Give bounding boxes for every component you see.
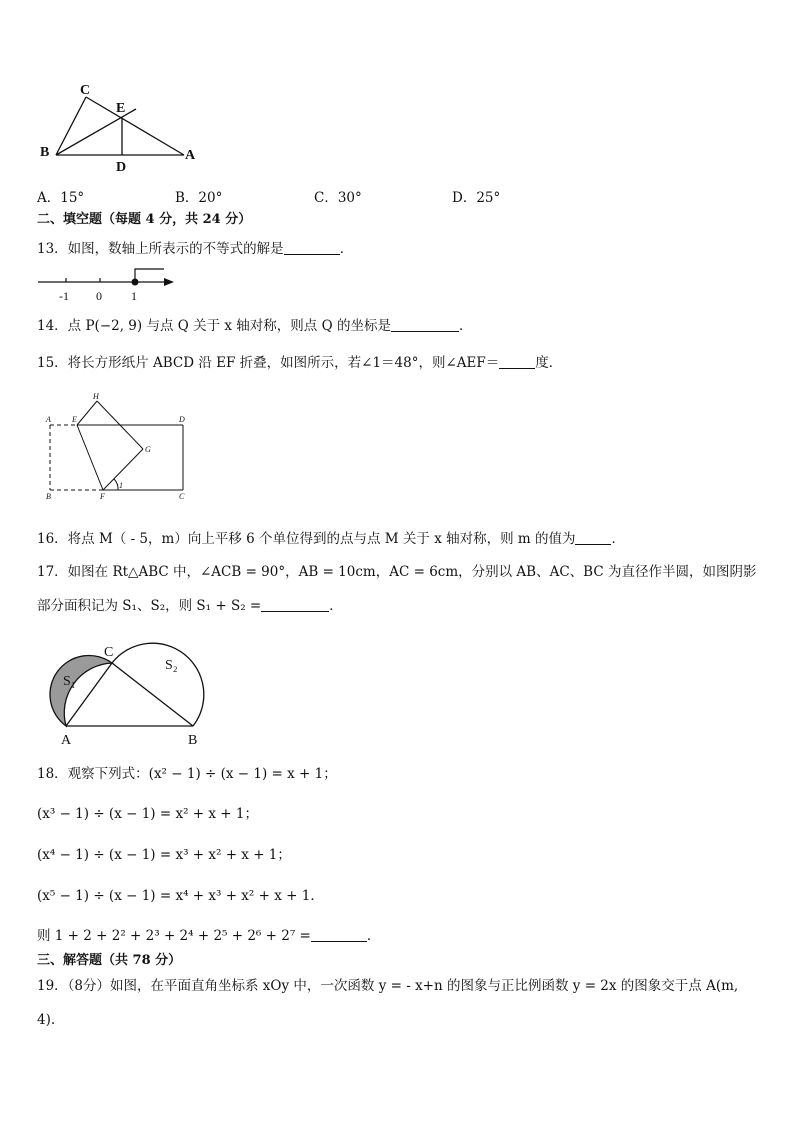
tick-1: 1 xyxy=(131,289,137,303)
triangle-figure-q12 xyxy=(36,80,206,175)
option-d[interactable]: D．25° xyxy=(452,190,501,206)
q14-text: 14．点 P(−2, 9) 与点 Q 关于 x 轴对称，则点 Q 的坐标是 xyxy=(37,318,391,334)
answer-blank-14[interactable] xyxy=(391,317,459,332)
question-18-intro: 18．观察下列式：(x² − 1) ÷ (x − 1) = x + 1； xyxy=(37,766,337,782)
label-b: B xyxy=(188,733,198,748)
option-c[interactable]: C．30° xyxy=(314,190,362,206)
q16-text: 16．将点 M（ - 5，m）向上平移 6 个单位得到的点与点 M 关于 x 轴对称，则 m 的值为 xyxy=(37,531,576,547)
q13-end: ． xyxy=(339,241,354,257)
label-a: A xyxy=(46,415,51,424)
label-h: H xyxy=(93,392,99,401)
folded-rectangle-figure-q15 xyxy=(40,388,200,503)
answer-blank-16[interactable] xyxy=(575,530,611,545)
section-heading-2: 二、填空题（每题 4 分，共 24 分） xyxy=(37,212,252,227)
label-c: C xyxy=(80,83,91,98)
question-19-line2: 4). xyxy=(37,1012,56,1028)
question-18-ask xyxy=(37,927,380,945)
label-angle-1: 1 xyxy=(119,481,123,490)
question-19-line1: 19．（8分）如图，在平面直角坐标系 xOy 中，一次函数 y = - x+n 的图象与正比例函数 y = 2x 的图象交于点 A(m, xyxy=(37,978,739,994)
q18-text: 则 1 + 2 + 2² + 2³ + 2⁴ + 2⁵ + 2⁶ + 2⁷ = xyxy=(37,928,311,944)
question-17-line2 xyxy=(37,597,343,615)
number-line-q13 xyxy=(36,263,186,305)
tick-0: 0 xyxy=(96,289,102,303)
q16-end: ． xyxy=(611,531,625,547)
question-16 xyxy=(37,530,625,548)
q17-text: 部分面积记为 S₁、S₂，则 S₁ + S₂ = xyxy=(37,598,262,614)
label-f: F xyxy=(100,492,105,501)
section-heading-3: 三、解答题（共 78 分） xyxy=(37,953,182,968)
answer-blank-18[interactable] xyxy=(311,927,367,942)
label-e: E xyxy=(116,101,126,116)
q15-text: 15．将长方形纸片 ABCD 沿 EF 折叠，如图所示，若∠1＝48°，则∠AEF＝ xyxy=(37,355,500,371)
label-b: B xyxy=(40,145,50,160)
question-14 xyxy=(37,317,472,335)
question-17-line1: 17．如图在 Rt△ABC 中，∠ACB = 90°，AB = 10cm，AC = 6cm，分别以 AB、AC、BC 为直径作半圆，如图阴影 xyxy=(37,564,757,580)
label-d: D xyxy=(116,160,127,175)
option-b[interactable]: B．20° xyxy=(175,190,223,206)
q17-end: ． xyxy=(329,598,343,614)
answer-blank-13[interactable] xyxy=(284,240,340,255)
answer-blank-17[interactable] xyxy=(261,597,329,612)
label-b: B xyxy=(46,492,51,501)
label-s2: S₂ xyxy=(165,658,178,673)
q13-text: 13．如图，数轴上所表示的不等式的解是 xyxy=(37,241,284,257)
question-13 xyxy=(37,240,353,258)
label-s1: S₁ xyxy=(63,674,76,689)
label-a: A xyxy=(185,148,196,163)
answer-blank-15[interactable] xyxy=(499,354,535,369)
label-c: C xyxy=(104,645,114,660)
option-a[interactable]: A．15° xyxy=(37,190,85,206)
question-18-eq2: (x³ − 1) ÷ (x − 1) = x² + x + 1； xyxy=(37,806,258,822)
label-g: G xyxy=(145,445,151,454)
label-d: D xyxy=(179,415,185,424)
q15-end: 度． xyxy=(535,355,563,371)
q14-end: ． xyxy=(458,318,473,334)
semicircles-figure-q17 xyxy=(45,638,215,750)
question-18-eq4: (x⁵ − 1) ÷ (x − 1) = x⁴ + x³ + x² + x + 1． xyxy=(37,888,324,904)
label-a: A xyxy=(61,733,72,748)
label-e: E xyxy=(72,415,77,424)
q18-end: ． xyxy=(366,928,381,944)
question-15 xyxy=(37,354,562,372)
label-c: C xyxy=(179,492,185,501)
question-18-eq3: (x⁴ − 1) ÷ (x − 1) = x³ + x² + x + 1； xyxy=(37,847,291,863)
tick-neg1: -1 xyxy=(59,289,69,303)
